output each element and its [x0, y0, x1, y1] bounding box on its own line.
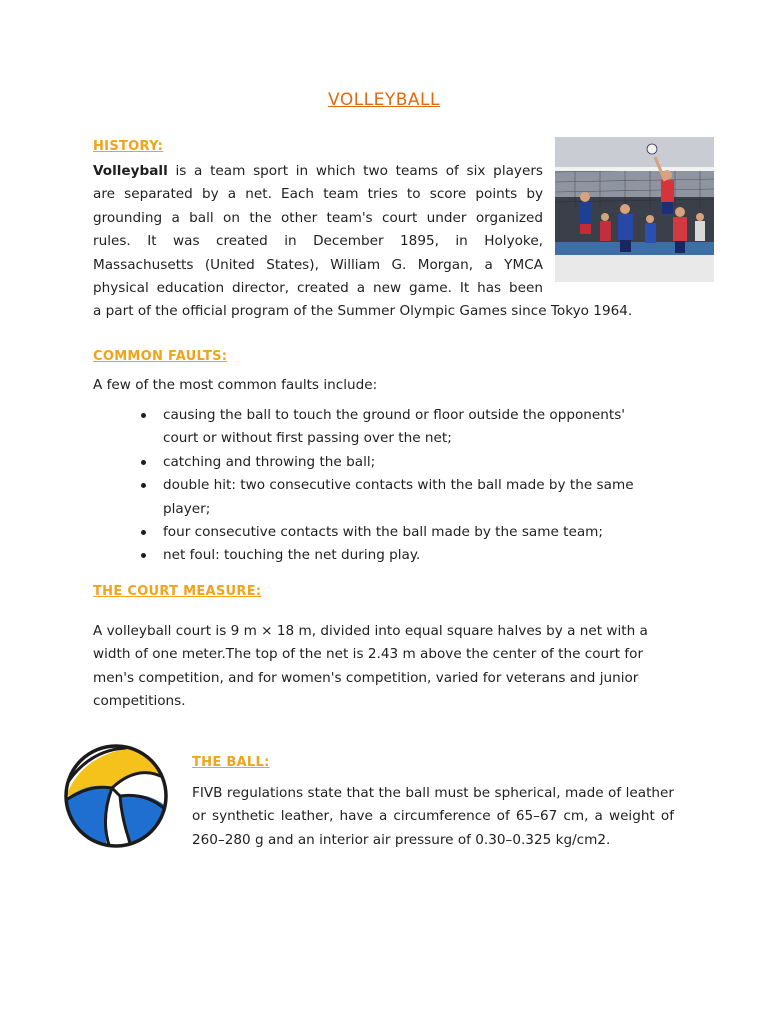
ball-heading: THE BALL:	[192, 755, 270, 770]
ball-paragraph: FIVB regulations state that the ball must be spherical, made of leather or synthetic leather, have a circumference of 65–67 cm, a weight of 260–280 g and an interior air pressure of 0.30–0.325 kg/cm2.	[192, 785, 674, 848]
list-item: causing the ball to touch the ground or floor outside the opponents' court or without first passing over the net;	[138, 404, 658, 451]
list-item: net foul: touching the net during play.	[138, 544, 658, 567]
history-paragraph	[93, 160, 543, 300]
faults-list	[138, 404, 658, 568]
bullet-icon	[141, 553, 146, 558]
volleyball-icon	[60, 740, 172, 852]
court-heading: THE COURT MEASURE:	[93, 584, 262, 599]
history-heading: HISTORY:	[93, 139, 164, 154]
faults-intro: A few of the most common faults include:	[93, 377, 378, 393]
list-item: catching and throwing the ball;	[138, 451, 658, 474]
history-line-4: rules. It was created in December 1895, in Holyoke,	[93, 233, 543, 250]
volleyball-term: Volleyball	[93, 163, 168, 179]
bullet-icon	[141, 413, 146, 418]
history-line-5: Massachusetts (United States), William G. Morgan, a YMCA	[93, 256, 543, 273]
list-item: four consecutive contacts with the ball made by the same team;	[138, 521, 658, 544]
bullet-icon	[141, 460, 146, 465]
faults-heading: COMMON FAULTS:	[93, 349, 228, 364]
history-line-2: are separated by a net. Each team tries to score points by	[93, 186, 543, 203]
list-item: double hit: two consecutive contacts with the ball made by the same player;	[138, 474, 658, 521]
history-line-3: grounding a ball on the other team's court under organized	[93, 209, 543, 226]
volleyball-players-photo	[555, 137, 714, 282]
court-paragraph: A volleyball court is 9 m × 18 m, divided into equal square halves by a net with a width of one meter.The top of the net is 2.43 m above the center of the court for men's competition, and for women's competition, varied for veterans and junior competitions.	[93, 623, 648, 710]
history-last-line: a part of the official program of the Summer Olympic Games since Tokyo 1964.	[93, 303, 633, 319]
history-line-1: Volleyball is a team sport in which two teams of six players	[93, 163, 543, 179]
page-title: VOLLEYBALL	[327, 90, 440, 110]
bullet-icon	[141, 483, 146, 488]
bullet-icon	[141, 530, 146, 535]
history-line-6: physical education director, created a new game. It has been	[93, 280, 543, 297]
